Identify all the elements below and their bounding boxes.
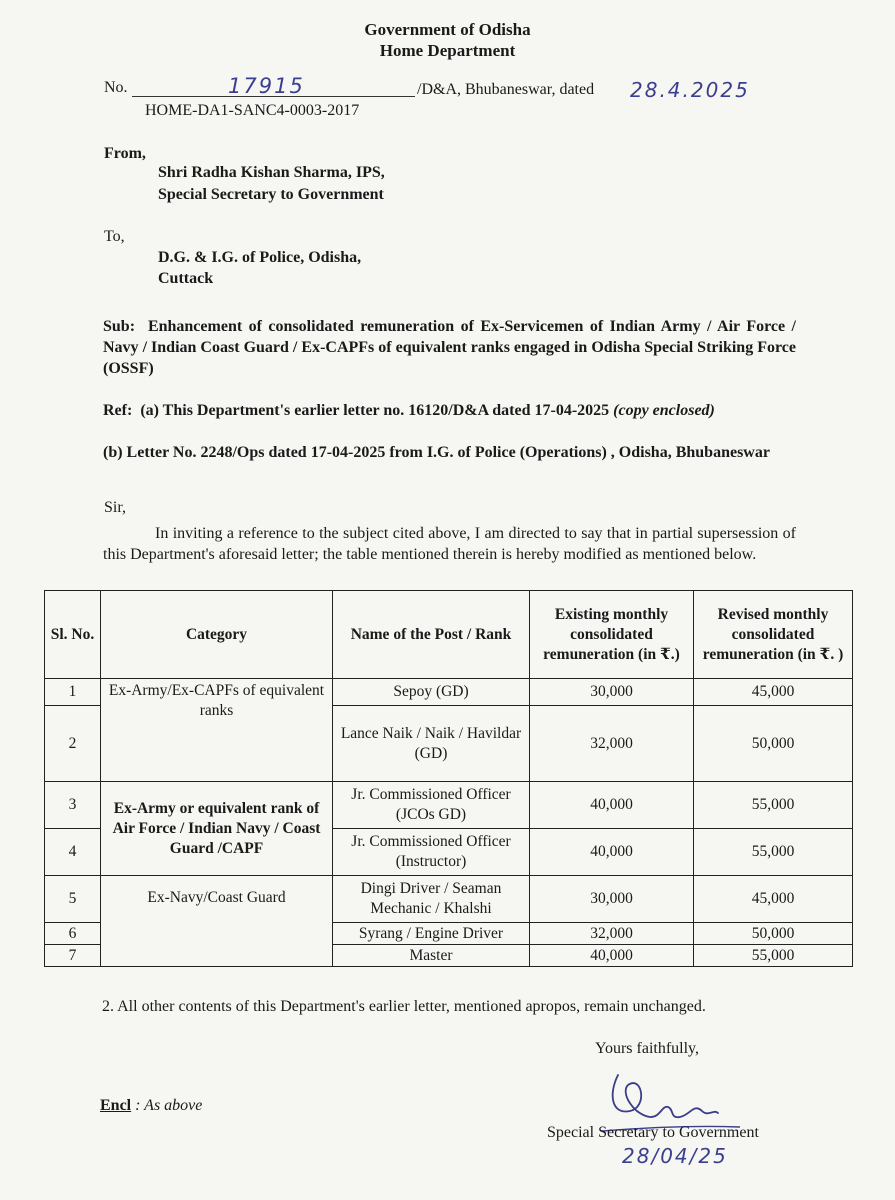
cell-sl: 2 <box>45 706 101 782</box>
file-code: HOME-DA1-SANC4-0003-2017 <box>145 102 360 119</box>
cell-post: Jr. Commissioned Officer (Instructor) <box>333 829 530 876</box>
closing-designation: Special Secretary to Government <box>547 1124 759 1141</box>
header-revised: Revised monthly consolidated remuneration (in ₹. ) <box>694 591 853 679</box>
cell-sl: 5 <box>45 876 101 923</box>
subject <box>103 316 796 379</box>
cell-revised: 50,000 <box>694 923 853 945</box>
department-title: Home Department <box>379 41 516 60</box>
header-category: Category <box>101 591 333 679</box>
cell-post: Jr. Commissioned Officer (JCOs GD) <box>333 782 530 829</box>
to-label: To, <box>104 228 125 245</box>
from-label: From, <box>104 145 146 162</box>
government-title: Government of Odisha <box>364 20 531 39</box>
body-paragraph-1: In inviting a reference to the subject cited above, I am directed to say that in partial supersession of this Department's aforesaid letter; the table mentioned therein is hereby modified as mentioned below. <box>103 525 796 563</box>
yours-faithfully: Yours faithfully, <box>595 1040 700 1057</box>
header-sl-no: Sl. No. <box>45 591 101 679</box>
cell-revised: 55,000 <box>694 945 853 967</box>
cell-existing: 32,000 <box>530 706 694 782</box>
subject-text: Enhancement of consolidated remuneration of Ex-Servicemen of Indian Army / Air Force / Navy / Indian Coast Guard / Ex-CAPFs of equivalent ranks engaged in Odisha Special Striking Force (OSSF) <box>103 318 796 377</box>
reference-label: Ref: <box>103 402 133 419</box>
cell-post: Master <box>333 945 530 967</box>
cell-category: Ex-Army/Ex-CAPFs of equivalent ranks <box>101 679 333 782</box>
enclosure-text: : As above <box>135 1097 203 1114</box>
cell-category: Ex-Navy/Coast Guard <box>101 876 333 967</box>
handwritten-date: 28.4.2025 <box>630 78 750 102</box>
no-label: No. <box>104 79 128 96</box>
cell-post: Sepoy (GD) <box>333 679 530 706</box>
cell-sl: 4 <box>45 829 101 876</box>
letter-suffix: /D&A, Bhubaneswar, dated <box>417 81 595 98</box>
table-header-row <box>45 591 853 679</box>
cell-sl: 1 <box>45 679 101 706</box>
salutation: Sir, <box>104 499 127 516</box>
cell-existing: 40,000 <box>530 829 694 876</box>
cell-existing: 32,000 <box>530 923 694 945</box>
table-row <box>45 679 853 706</box>
header-existing: Existing monthly consolidated remuneration (in ₹.) <box>530 591 694 679</box>
cell-post: Syrang / Engine Driver <box>333 923 530 945</box>
enclosure <box>100 1097 202 1115</box>
cell-existing: 40,000 <box>530 782 694 829</box>
reference-a <box>103 400 796 421</box>
cell-existing: 30,000 <box>530 876 694 923</box>
cell-post: Dingi Driver / Seaman Mechanic / Khalshi <box>333 876 530 923</box>
signature-date: 28/04/25 <box>622 1144 728 1168</box>
table-row <box>45 782 853 829</box>
body-paragraph-2: 2. All other contents of this Department's earlier letter, mentioned apropos, remain unchanged. <box>102 998 706 1015</box>
cell-sl: 7 <box>45 945 101 967</box>
cell-revised: 55,000 <box>694 829 853 876</box>
reference-b: (b) Letter No. 2248/Ops dated 17-04-2025 from I.G. of Police (Operations) , Odisha, Bhubaneswar <box>103 444 770 461</box>
from-name: Shri Radha Kishan Sharma, IPS, <box>158 164 385 181</box>
header-post: Name of the Post / Rank <box>333 591 530 679</box>
cell-sl: 3 <box>45 782 101 829</box>
cell-sl: 6 <box>45 923 101 945</box>
cell-revised: 45,000 <box>694 876 853 923</box>
enclosure-label: Encl <box>100 1097 132 1114</box>
reference-a-text: (a) This Department's earlier letter no. 16120/D&A dated 17-04-2025 <box>140 402 610 419</box>
cell-category: Ex-Army or equivalent rank of Air Force / Indian Navy / Coast Guard /CAPF <box>101 782 333 876</box>
cell-existing: 40,000 <box>530 945 694 967</box>
from-designation: Special Secretary to Government <box>158 186 384 203</box>
letter-number-line <box>104 79 128 97</box>
cell-revised: 45,000 <box>694 679 853 706</box>
cell-existing: 30,000 <box>530 679 694 706</box>
cell-revised: 55,000 <box>694 782 853 829</box>
remuneration-table <box>44 590 853 967</box>
reference-a-note: (copy enclosed) <box>613 402 715 419</box>
cell-post: Lance Naik / Naik / Havildar (GD) <box>333 706 530 782</box>
to-addressee: D.G. & I.G. of Police, Odisha, <box>158 249 362 266</box>
to-place: Cuttack <box>158 270 214 287</box>
subject-label: Sub: <box>103 318 136 335</box>
handwritten-letter-number: 17915 <box>228 74 305 98</box>
cell-revised: 50,000 <box>694 706 853 782</box>
table-row <box>45 876 853 923</box>
